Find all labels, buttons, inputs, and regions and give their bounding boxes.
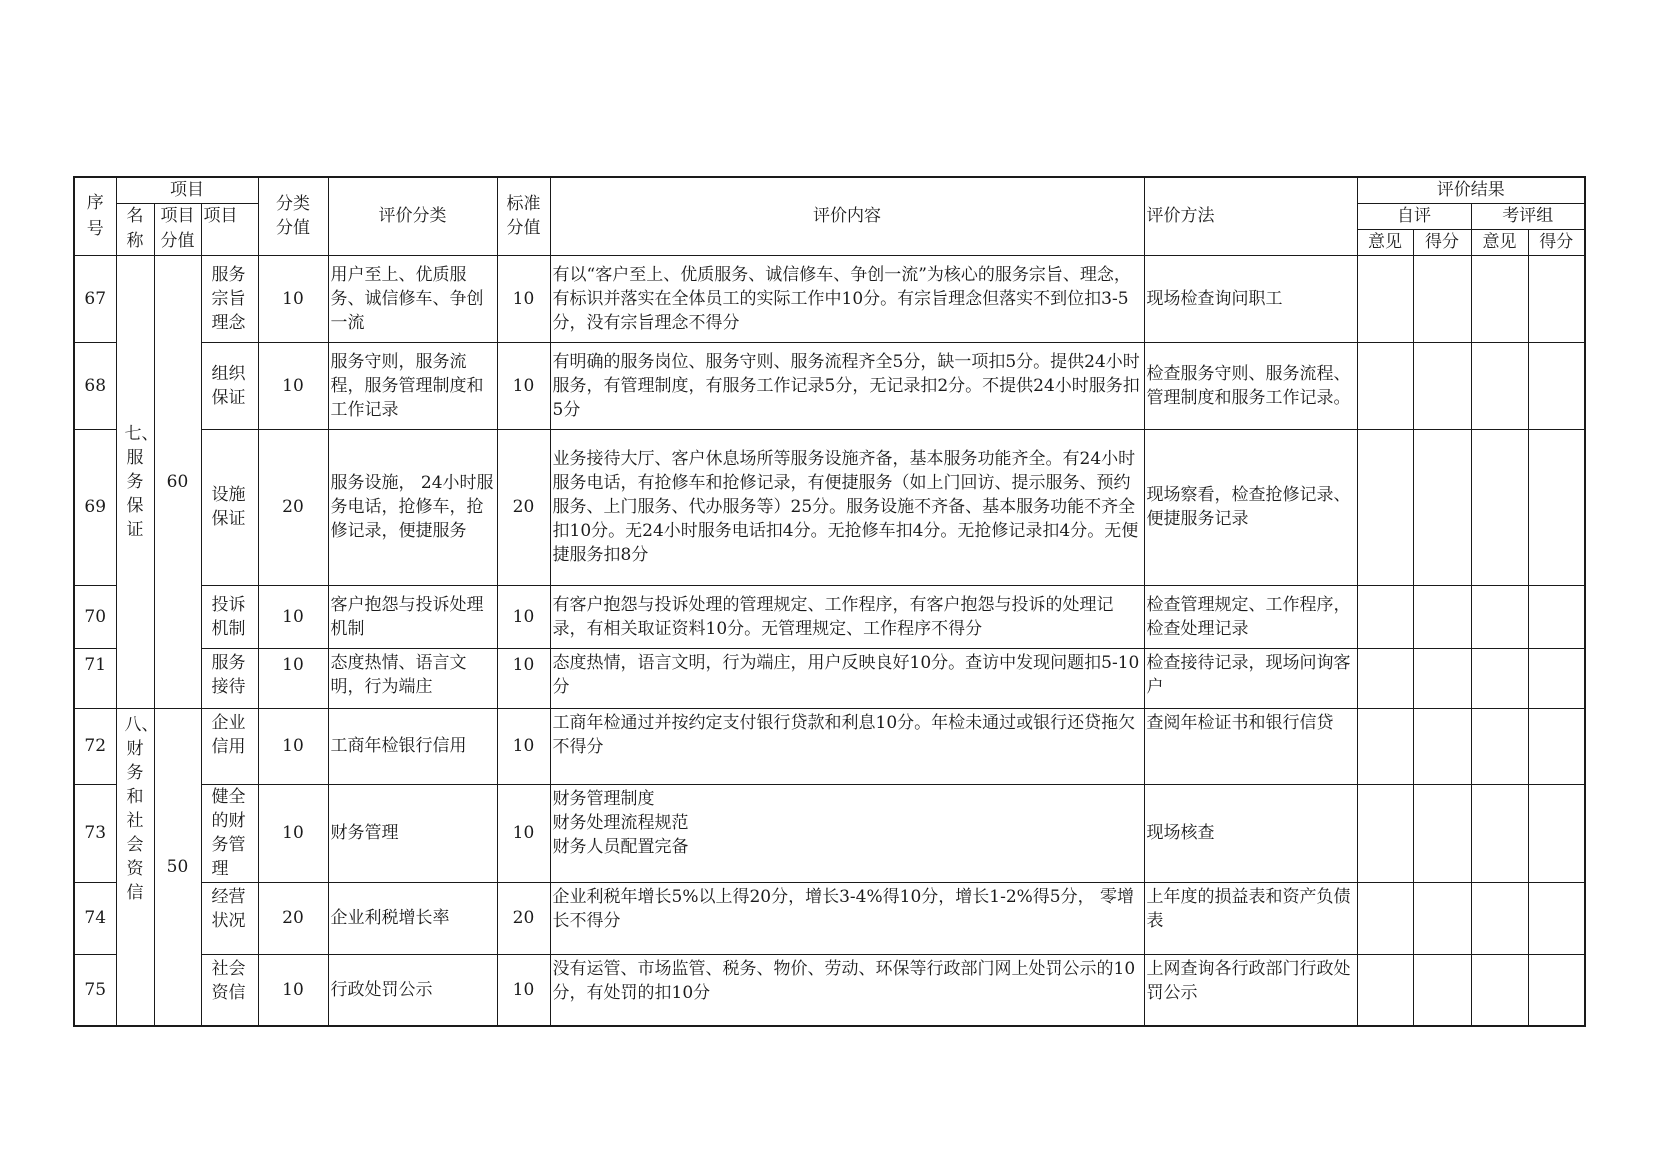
review-opinion-cell[interactable] — [1471, 648, 1528, 708]
review-score-cell[interactable] — [1528, 429, 1585, 585]
row-category: 财务管理 — [328, 784, 497, 882]
row-content: 有明确的服务岗位、服务守则、服务流程齐全5分，缺一项扣5分。提供24小时服务，有管理制度，有服务工作记录5分，无记录扣2分。不提供24小时服务扣5分 — [550, 342, 1144, 429]
row-item: 设施保证 — [201, 429, 258, 585]
row-content — [550, 784, 1144, 882]
row-content: 工商年检通过并按约定支付银行贷款和利息10分。年检未通过或银行还贷拖欠不得分 — [550, 708, 1144, 784]
row-method: 上网查询各行政部门行政处罚公示 — [1144, 954, 1357, 1026]
row-no: 69 — [74, 429, 116, 585]
header-self-opinion: 意见 — [1357, 229, 1413, 255]
group-name: 八、财务和社会资信 — [116, 708, 154, 1026]
review-score-cell[interactable] — [1528, 882, 1585, 954]
table-row — [74, 648, 1585, 708]
row-no: 71 — [74, 648, 116, 708]
header-seq: 序号 — [74, 177, 116, 255]
row-method: 上年度的损益表和资产负债表 — [1144, 882, 1357, 954]
self-score-cell[interactable] — [1413, 648, 1471, 708]
row-no: 70 — [74, 585, 116, 648]
content-line: 财务人员配置完备 — [552, 836, 689, 857]
table-row — [74, 708, 1585, 784]
row-std: 10 — [497, 648, 550, 708]
header-eval-method: 评价方法 — [1144, 177, 1357, 255]
row-content: 企业利税年增长5%以上得20分，增长3-4%得10分，增长1-2%得5分， 零增长不得分 — [550, 882, 1144, 954]
review-opinion-cell[interactable] — [1471, 784, 1528, 882]
header-item: 项目 — [201, 203, 258, 255]
row-std: 10 — [497, 585, 550, 648]
review-opinion-cell[interactable] — [1471, 585, 1528, 648]
evaluation-table — [73, 176, 1586, 1027]
row-category: 客户抱怨与投诉处理机制 — [328, 585, 497, 648]
table-row — [74, 882, 1585, 954]
review-opinion-cell[interactable] — [1471, 708, 1528, 784]
row-category: 企业利税增长率 — [328, 882, 497, 954]
row-std: 20 — [497, 882, 550, 954]
header-name: 名称 — [116, 203, 154, 255]
review-score-cell[interactable] — [1528, 342, 1585, 429]
table-row — [74, 342, 1585, 429]
table-row — [74, 784, 1585, 882]
header-self-score: 得分 — [1413, 229, 1471, 255]
row-item: 投诉机制 — [201, 585, 258, 648]
self-opinion-cell[interactable] — [1357, 784, 1413, 882]
self-opinion-cell[interactable] — [1357, 708, 1413, 784]
row-item: 服务宗旨理念 — [201, 255, 258, 342]
table-row — [74, 255, 1585, 342]
self-opinion-cell[interactable] — [1357, 882, 1413, 954]
review-opinion-cell[interactable] — [1471, 429, 1528, 585]
row-std: 10 — [497, 255, 550, 342]
row-category: 服务守则，服务流程，服务管理制度和工作记录 — [328, 342, 497, 429]
self-score-cell[interactable] — [1413, 342, 1471, 429]
row-item: 组织保证 — [201, 342, 258, 429]
review-score-cell[interactable] — [1528, 255, 1585, 342]
row-item: 社会资信 — [201, 954, 258, 1026]
self-opinion-cell[interactable] — [1357, 585, 1413, 648]
row-std: 10 — [497, 954, 550, 1026]
row-method: 检查管理规定、工作程序，检查处理记录 — [1144, 585, 1357, 648]
self-score-cell[interactable] — [1413, 585, 1471, 648]
content-line: 财务处理流程规范 — [552, 812, 689, 833]
row-content: 有客户抱怨与投诉处理的管理规定、工作程序，有客户抱怨与投诉的处理记录，有相关取证资料10分。无管理规定、工作程序不得分 — [550, 585, 1144, 648]
review-score-cell[interactable] — [1528, 648, 1585, 708]
self-opinion-cell[interactable] — [1357, 429, 1413, 585]
header-project: 项目 — [116, 177, 258, 203]
header-project-value: 项目分值 — [154, 203, 201, 255]
header-review-opinion: 意见 — [1471, 229, 1528, 255]
row-class-value: 10 — [258, 342, 328, 429]
row-no: 75 — [74, 954, 116, 1026]
header-eval-result: 评价结果 — [1357, 177, 1585, 203]
self-opinion-cell[interactable] — [1357, 342, 1413, 429]
self-opinion-cell[interactable] — [1357, 255, 1413, 342]
row-class-value: 10 — [258, 784, 328, 882]
review-opinion-cell[interactable] — [1471, 255, 1528, 342]
row-content: 有以“客户至上、优质服务、诚信修车、争创一流”为核心的服务宗旨、理念，有标识并落实在全体员工的实际工作中10分。有宗旨理念但落实不到位扣3-5分，没有宗旨理念不得分 — [550, 255, 1144, 342]
header-eval-category: 评价分类 — [328, 177, 497, 255]
review-score-cell[interactable] — [1528, 585, 1585, 648]
row-no: 74 — [74, 882, 116, 954]
self-score-cell[interactable] — [1413, 784, 1471, 882]
row-method: 检查接待记录，现场问询客户 — [1144, 648, 1357, 708]
self-score-cell[interactable] — [1413, 429, 1471, 585]
row-content: 态度热情，语言文明，行为端庄，用户反映良好10分。查访中发现问题扣5-10分 — [550, 648, 1144, 708]
self-score-cell[interactable] — [1413, 708, 1471, 784]
review-opinion-cell[interactable] — [1471, 954, 1528, 1026]
header-std-value: 标准分值 — [497, 177, 550, 255]
row-method: 现场检查询问职工 — [1144, 255, 1357, 342]
row-no: 72 — [74, 708, 116, 784]
review-opinion-cell[interactable] — [1471, 342, 1528, 429]
row-class-value: 10 — [258, 255, 328, 342]
row-class-value: 20 — [258, 882, 328, 954]
row-no: 73 — [74, 784, 116, 882]
row-method: 现场核查 — [1144, 784, 1357, 882]
row-std: 10 — [497, 342, 550, 429]
group-value: 50 — [154, 708, 201, 1026]
content-line: 财务管理制度 — [552, 788, 655, 809]
self-opinion-cell[interactable] — [1357, 954, 1413, 1026]
row-item: 服务接待 — [201, 648, 258, 708]
row-class-value: 10 — [258, 708, 328, 784]
header-review-group: 考评组 — [1471, 203, 1585, 229]
row-no: 67 — [74, 255, 116, 342]
row-method: 检查服务守则、服务流程、管理制度和服务工作记录。 — [1144, 342, 1357, 429]
self-score-cell[interactable] — [1413, 255, 1471, 342]
group-value: 60 — [154, 255, 201, 708]
review-score-cell[interactable] — [1528, 954, 1585, 1026]
row-class-value: 10 — [258, 954, 328, 1026]
review-score-cell[interactable] — [1528, 784, 1585, 882]
row-no: 68 — [74, 342, 116, 429]
row-item: 经营状况 — [201, 882, 258, 954]
self-opinion-cell[interactable] — [1357, 648, 1413, 708]
row-content: 没有运管、市场监管、税务、物价、劳动、环保等行政部门网上处罚公示的10分，有处罚的扣10分 — [550, 954, 1144, 1026]
review-opinion-cell[interactable] — [1471, 882, 1528, 954]
table-row — [74, 954, 1585, 1026]
row-method: 现场察看，检查抢修记录、便捷服务记录 — [1144, 429, 1357, 585]
row-std: 10 — [497, 784, 550, 882]
row-method: 查阅年检证书和银行信贷 — [1144, 708, 1357, 784]
row-category: 行政处罚公示 — [328, 954, 497, 1026]
header-eval-content: 评价内容 — [550, 177, 1144, 255]
row-category: 用户至上、优质服务、诚信修车、争创一流 — [328, 255, 497, 342]
row-std: 10 — [497, 708, 550, 784]
row-item: 企业信用 — [201, 708, 258, 784]
header-self-eval: 自评 — [1357, 203, 1471, 229]
row-std: 20 — [497, 429, 550, 585]
self-score-cell[interactable] — [1413, 954, 1471, 1026]
row-class-value: 20 — [258, 429, 328, 585]
table-row — [74, 429, 1585, 585]
row-class-value: 10 — [258, 648, 328, 708]
self-score-cell[interactable] — [1413, 882, 1471, 954]
header-review-score: 得分 — [1528, 229, 1585, 255]
row-content: 业务接待大厅、客户休息场所等服务设施齐备，基本服务功能齐全。有24小时服务电话，有抢修车和抢修记录，有便捷服务（如上门回访、提示服务、预约服务、上门服务、代办服务等）25分。服务设施不齐备、基本服务功能不齐全扣10分。无24小时服务电话扣4分。无抢修车扣4分。无抢修记录扣4分。无便捷服务扣8分 — [550, 429, 1144, 585]
row-category: 工商年检银行信用 — [328, 708, 497, 784]
group-name: 七、服务保证 — [116, 255, 154, 708]
row-class-value: 10 — [258, 585, 328, 648]
table-row — [74, 585, 1585, 648]
row-item: 健全的财务管理 — [201, 784, 258, 882]
header-class-value: 分类分值 — [258, 177, 328, 255]
row-category: 态度热情、语言文明，行为端庄 — [328, 648, 497, 708]
row-category: 服务设施， 24小时服务电话，抢修车，抢修记录，便捷服务 — [328, 429, 497, 585]
review-score-cell[interactable] — [1528, 708, 1585, 784]
